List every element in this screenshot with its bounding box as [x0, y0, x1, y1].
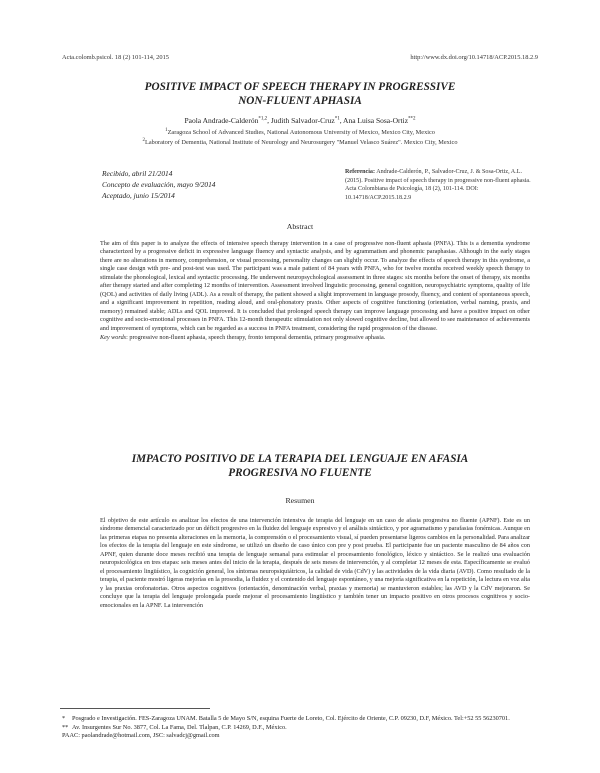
article-title-english: [70, 80, 530, 108]
footnote-emails[interactable]: PAAC: paolandrade@hotmail.com, JSC: salvadcj@gmail.com: [62, 732, 220, 740]
journal-citation-header: Acta.colomb.psicol. 18 (2) 101-114, 2015: [62, 54, 169, 61]
citation-reference: [345, 168, 540, 202]
author-2-marks: *1: [334, 116, 340, 122]
title-en-line-2: NON-FLUENT APHASIA: [238, 95, 362, 107]
footnote-divider: [60, 708, 210, 709]
footnote-1-mark: *: [62, 715, 66, 722]
accepted-date: Aceptado, junio 15/2014: [102, 191, 175, 200]
keywords-text: : progressive non-fluent aphasia, speech therapy, fronto temporal dementia, primary progressive aphasia.: [126, 334, 386, 341]
author-1: Paola Andrade-Calderón: [184, 116, 259, 125]
submission-dates: [102, 168, 216, 201]
doi-link[interactable]: http://www.dx.doi.org/10.14718/ACP.2015.18.2.9: [410, 54, 538, 61]
title-es-line-2: PROGRESIVA NO FLUENTE: [228, 467, 372, 479]
reference-label: Referencia:: [345, 169, 376, 175]
affiliation-2-text: Laboratory of Dementia, National Institute of Neurology and Neurosurgery "Manuel Velasco Suárez". Mexico City, Mexico: [145, 139, 458, 146]
footnote-2: [62, 724, 540, 733]
affiliation-1-mark: 1: [165, 127, 168, 133]
footnote-2-text: Av. Insurgentes Sur No. 3877, Col. La Fama, Del. Tlalpan, C.P. 14269, D.F., México.: [72, 723, 287, 731]
author-2: , Judith Salvador-Cruz: [267, 116, 335, 125]
affiliation-2: [70, 139, 530, 146]
footnote-1-text: Posgrado e Investigación. FES-Zaragoza UNAM. Batalla 5 de Mayo S/N, esquina Fuerte de Loreto, Col. Ejército de Oriente, C.P. 09230, D.F, México. Tel:+52 55 56230701.: [72, 715, 510, 722]
affiliation-2-mark: 2: [142, 137, 146, 143]
keywords-label: Key words: [100, 334, 127, 341]
reference-text: Andrade-Calderón, P., Salvador-Cruz, J. & Sosa-Ortiz, A.L. (2015). Positive impact of speech therapy in progressive non-fluent aphasia. Acta Colombiana de Psicología, 18 (2), 101-114. DOI: 10.14718/ACP.2015.18.2.9: [345, 169, 531, 201]
affiliation-1-text: Zaragoza School of Advanced Studies, National Autonomous University of Mexico, Mexico City, Mexico: [167, 129, 435, 136]
author-3-marks: **2: [408, 116, 416, 122]
abstract-body: The aim of this paper is to analyze the effects of intensive speech therapy intervention in a case of progressive non-fluent aphasia (PNFA). This is a dementia syndrome characterized by a progressive deficit in expressive language fluency and syntactic analysis, and by agrammatism and phonemic paraphasias. Although in the early stages there are no alterations in memory, comprehension, or visual processing, personality changes can slightly occur. To analyze the effects of speech therapy in this syndrome, a single case design with pre- and post-test was used. The participant was a male patient of 84 years with PNFA, who for twelve months received weekly speech therapy to stimulate the phonological, lexical and syntactic processing. He underwent neuropsychological assessment in three stages: six months before the onset of therapy, six months after therapy started and after completing 12 months of intervention. Assessment involved linguistic processing, general cognition, neuropsychiatric symptoms, quality of life (QOL) and activities of daily living (ADL). As a result of therapy, the patient showed a slight improvement in language prosody, fluency, and content of spontaneous speech, and a significant improvement in repetition, reading aloud, and oral-phonatory praxis. Other aspects of cognitive functioning (orientation, verbal naming, praxis, and memory) remained stable; ADLs and QOL improved. It is concluded that prolonged speech therapy can improve language processing and have a positive impact on other cognitive and socio-emotional processes in PNFA. This 12-month therapeutic stimulation not only slowed cognitive decline, but allowed to see maintenance of achievements and improvement of symptoms, which can be regarded as a success in PNFA treatment, considering the rapid progression of the disease.: [100, 240, 530, 332]
footnote-2-mark: **: [62, 723, 69, 731]
affiliation-1: [70, 129, 530, 136]
evaluation-date: Concepto de evaluación, mayo 9/2014: [102, 180, 216, 189]
author-1-marks: *1,2: [258, 116, 268, 122]
article-title-spanish: [70, 452, 530, 480]
title-en-line-1: POSITIVE IMPACT OF SPEECH THERAPY IN PROGRESSIVE: [144, 81, 456, 93]
received-date: Recibido, abril 21/2014: [102, 169, 173, 178]
resumen-body: El objetivo de este artículo es analizar los efectos de una intervención intensiva de terapia del lenguaje en un caso de afasia progresiva no fluente (APNF). Este es un síndrome demencial caracterizado por un déficit progresivo en la fluidez del lenguaje expresivo y el análisis sintáctico, y por agramatismo y parafasias fonémicas. Aunque en las primeras etapas no presenta alteraciones en la memoria, la comprensión o el procesamiento visual, sí pueden presentarse ligeros cambios en la personalidad. Para analizar los efectos de la terapia del lenguaje en este síndrome, se utilizó un diseño de caso único con pre y post prueba. El participante fue un paciente masculino de 84 años con APNF, quien durante doce meses recibió una terapia de lenguaje semanal para estimular el procesamiento fonológico, léxico y sintáctico. Se le realizó una evaluación neuropsicológica en tres etapas: seis meses antes del inicio de la terapia, después de seis meses de intervención, y al completar 12 meses de esta. Específicamente se evaluó el procesamiento lingüístico, la cognición general, los síntomas neuropsiquiátricos, la calidad de vida (CdV) y las actividades de la vida diaria (AVD). Como resultado de la terapia, el paciente mostró ligeras mejorías en la prosodia, la fluidez y el contenido del lenguaje espontáneo, y una mejoría significativa en la repetición, la lectura en voz alta y las praxias orofonatorias. Otros aspectos cognitivos (orientación, denominación verbal, praxias y memoria) se mantuvieron estables; las AVD y la CdV mejoraron. Se concluye que la terapia del lenguaje prolongada puede mejorar el procesamiento lingüístico y también tener un impacto positivo en otros procesos cognitivos y socio-emocionales en la APNF. La intervención: [100, 517, 530, 609]
resumen-heading: Resumen: [285, 496, 315, 505]
author-3: , Ana Luisa Sosa-Ortiz: [339, 116, 409, 125]
title-es-line-1: IMPACTO POSITIVO DE LA TERAPIA DEL LENGUAJE EN AFASIA: [131, 453, 469, 465]
footnote-1: [62, 715, 540, 724]
footnotes: [62, 715, 540, 741]
keywords: [100, 334, 530, 343]
author-list: [70, 116, 530, 125]
abstract-heading: Abstract: [286, 222, 314, 231]
